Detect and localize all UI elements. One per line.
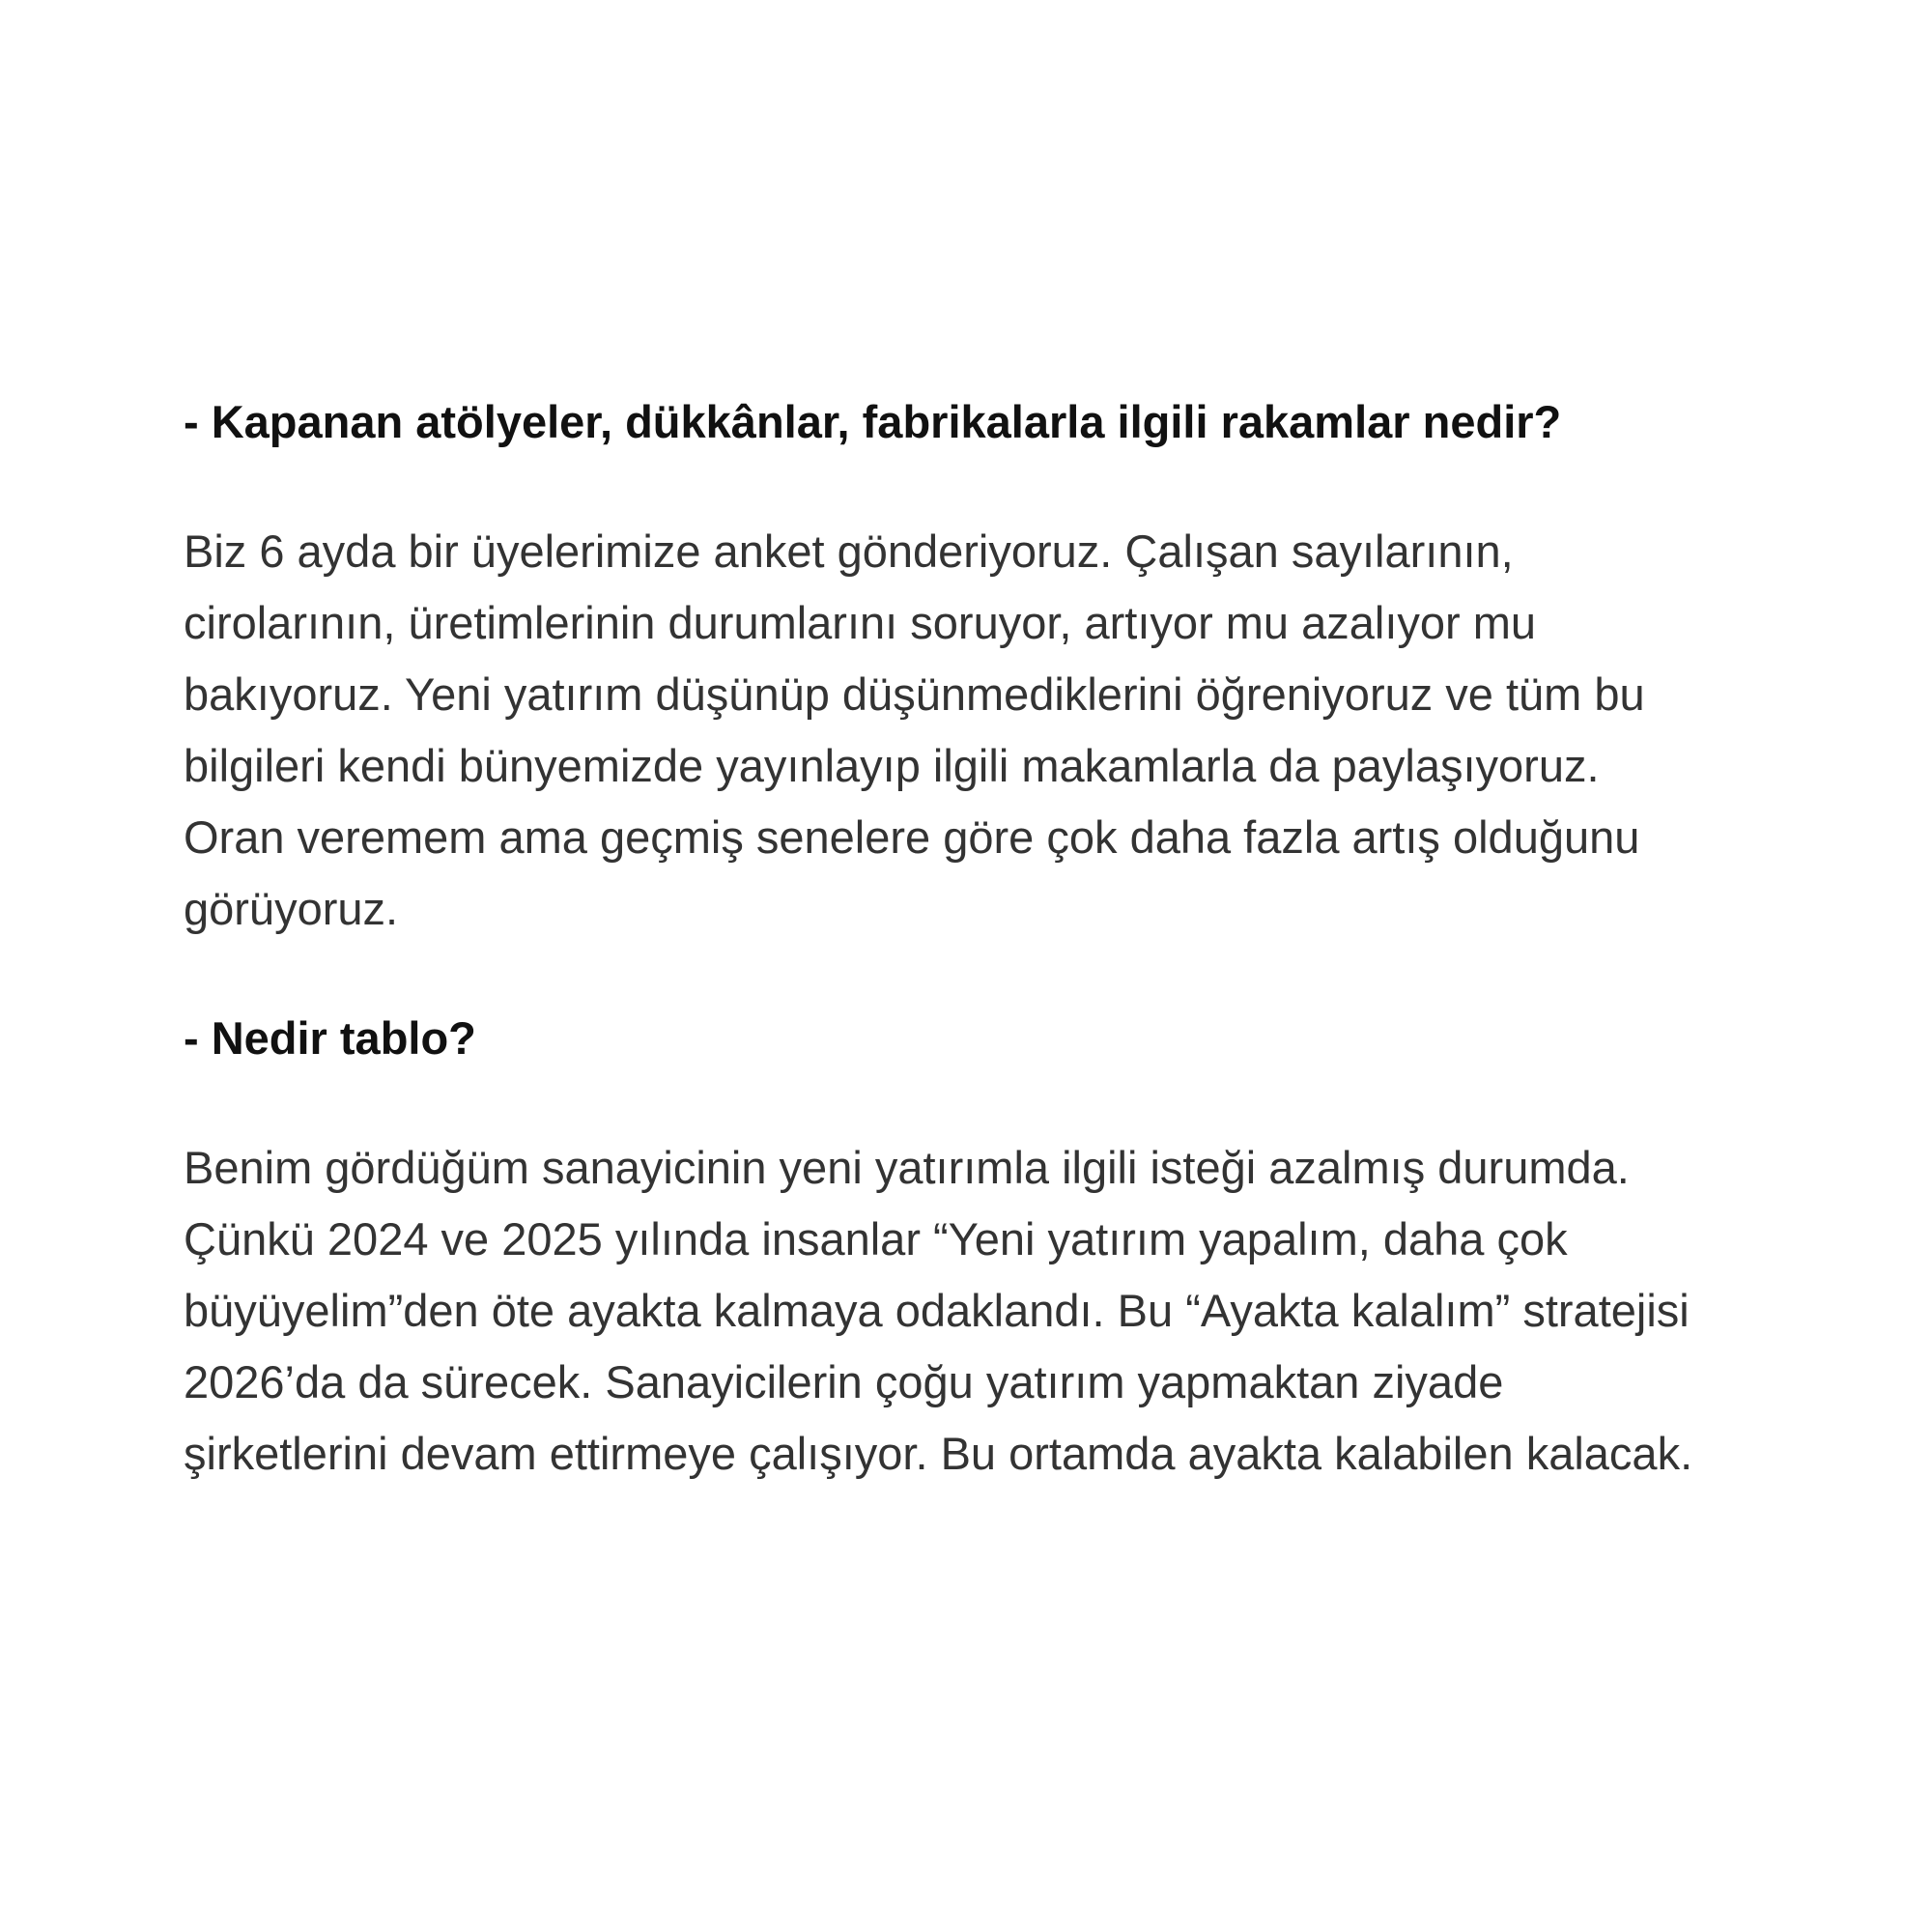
question-heading-2: - Nedir tablo? (184, 1012, 476, 1064)
paragraph-line: Çünkü 2024 ve 2025 yılında insanlar “Yeni yatırım yapalım, daha çok (184, 1213, 1568, 1264)
paragraph-line: görüyoruz. (184, 883, 399, 934)
paragraph-line: Biz 6 ayda bir üyelerimize anket gönderiyoruz. Çalışan sayılarının, (184, 526, 1514, 577)
paragraph-line: cirolarının, üretimlerinin durumlarını soruyor, artıyor mu azalıyor mu (184, 597, 1537, 648)
paragraph-line: bilgileri kendi bünyemizde yayınlayıp ilgili makamlarla da paylaşıyoruz. (184, 740, 1600, 791)
answer-paragraph-2 (184, 1132, 1903, 1490)
question-heading-1: - Kapanan atölyeler, dükkânlar, fabrikalarla ilgili rakamlar nedir? (184, 396, 1562, 447)
paragraph-line: Benim gördüğüm sanayicinin yeni yatırımla ilgili isteği azalmış durumda. (184, 1142, 1630, 1193)
article-body (184, 386, 1903, 1548)
paragraph-line: 2026’da da sürecek. Sanayicilerin çoğu yatırım yapmaktan ziyade (184, 1356, 1504, 1407)
answer-paragraph-1 (184, 516, 1903, 945)
paragraph-line: Oran veremem ama geçmiş senelere göre çok daha fazla artış olduğunu (184, 811, 1640, 863)
paragraph-line: şirketlerini devam ettirmeye çalışıyor. Bu ortamda ayakta kalabilen kalacak. (184, 1428, 1693, 1479)
paragraph-line: büyüyelim”den öte ayakta kalmaya odaklandı. Bu “Ayakta kalalım” stratejisi (184, 1285, 1690, 1336)
paragraph-line: bakıyoruz. Yeni yatırım düşünüp düşünmediklerini öğreniyoruz ve tüm bu (184, 668, 1645, 720)
